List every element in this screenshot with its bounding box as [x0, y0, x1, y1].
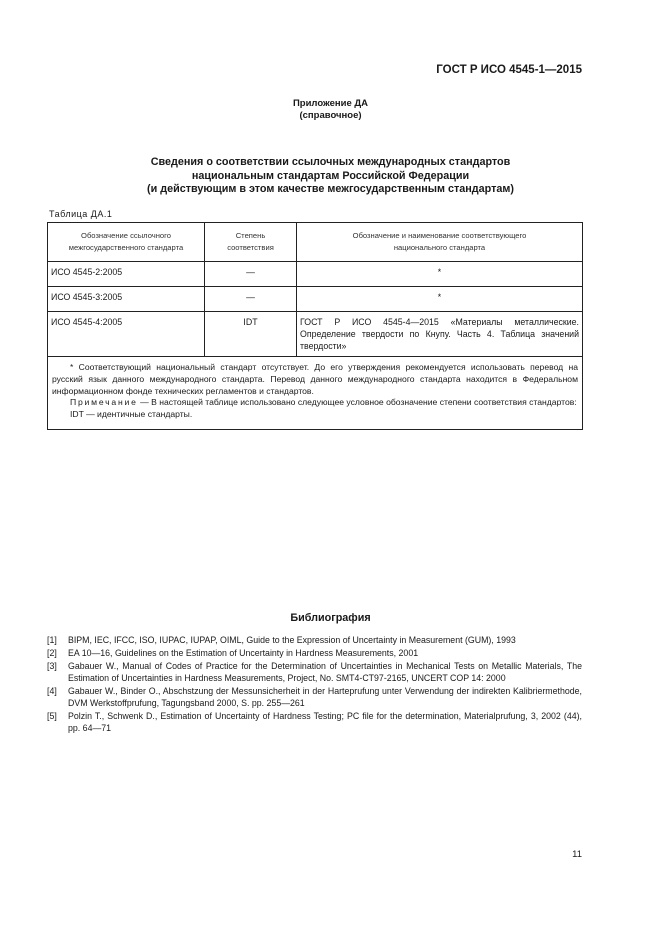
header-national-standard: Обозначение и наименование соответствующего национального стандарта	[297, 223, 583, 262]
table-row	[48, 312, 583, 357]
bibliography-title: Библиография	[290, 612, 371, 624]
cell-reference: ИСО 4545-3:2005	[48, 287, 205, 312]
bib-number: [2]	[47, 648, 57, 658]
standard-code-header: ГОСТ Р ИСО 4545-1—2015	[436, 64, 582, 76]
bib-number: [5]	[47, 711, 57, 721]
table-footnote: * Соответствующий национальный стандарт отсутствует. До его утверждения рекомендуется использовать перевод на русский язык данного международного стандарта. Перевод данного международного стандарта находится в Федеральном информационном фонде технических регламентов и стандартов.	[52, 362, 578, 396]
bibliography-list	[47, 634, 582, 735]
table-row	[48, 262, 583, 287]
bib-number: [4]	[47, 686, 57, 696]
table-notes	[48, 357, 583, 430]
cell-degree: —	[205, 262, 297, 287]
list-item	[47, 710, 582, 734]
cell-reference: ИСО 4545-2:2005	[48, 262, 205, 287]
table-row	[48, 287, 583, 312]
bib-number: [1]	[47, 635, 57, 645]
section-heading-line-3: (и действующим в этом качестве межгосударственным стандартам)	[146, 183, 514, 195]
bib-number: [3]	[47, 661, 57, 671]
list-item	[47, 685, 582, 709]
section-heading-line-2: национальным стандартам Российской Федерации	[191, 169, 470, 182]
cell-national: *	[297, 287, 583, 312]
annex-subtitle: (справочное)	[299, 110, 362, 121]
list-item	[47, 647, 582, 659]
header-degree: Степень соответствия	[205, 223, 297, 262]
table-notes-row	[48, 357, 583, 430]
cell-national: *	[297, 262, 583, 287]
cell-degree: —	[205, 287, 297, 312]
bib-text: BIPM, IEC, IFCC, ISO, IUPAC, IUPAP, OIML, Guide to the Expression of Uncertainty in Measurement (GUM), 1993	[68, 635, 516, 645]
page-number: 11	[572, 849, 582, 860]
correspondence-table	[47, 222, 582, 419]
cell-degree: IDT	[205, 312, 297, 357]
bib-text: Polzin T., Schwenk D., Estimation of Uncertainty of Hardness Testing; PC file for the determination, Materialprufung, 3, 2002 (44), pp. 64—71	[68, 711, 582, 733]
bib-text: Gabauer W., Binder O., Abschstzung der Messunsicherheit in der Harteprufung unter Verwendung der indirekten Kalibriermethode, DVM Werkstoffprufung, Tagungsband 2000, S. pp. 255—261	[68, 686, 582, 708]
table-header-row	[48, 223, 583, 262]
cell-national: ГОСТ Р ИСО 4545-4—2015 «Материалы металлические. Определение твердости по Кнупу. Часть 4. Таблица значений твердости»	[297, 312, 583, 357]
bib-text: EA 10—16, Guidelines on the Estimation of Uncertainty in Hardness Measurements, 2001	[68, 648, 419, 658]
note-text: — В настоящей таблице использовано следующее условное обозначение степени соответствия стандартов:	[137, 397, 577, 408]
note-label: Примечание	[70, 397, 138, 408]
cell-reference: ИСО 4545-4:2005	[48, 312, 205, 357]
list-item	[47, 660, 582, 684]
note-item: IDT — идентичные стандарты.	[70, 409, 193, 420]
header-reference-standard: Обозначение ссылочного межгосударственного стандарта	[48, 223, 205, 262]
bib-text: Gabauer W., Manual of Codes of Practice for the Determination of Uncertainties in Mechanical Tests on Metallic Materials, The Estimation of Uncertainties in Hardness Measurements, Project, No. SMT4-CT97-2165, UNCERT COP 14: 2000	[68, 661, 582, 683]
annex-title: Приложение ДА	[292, 98, 369, 109]
table-note	[52, 397, 578, 409]
table-label: Таблица ДА.1	[49, 209, 113, 219]
list-item	[47, 634, 582, 646]
section-heading-line-1: Сведения о соответствии ссылочных международных стандартов	[150, 156, 511, 168]
